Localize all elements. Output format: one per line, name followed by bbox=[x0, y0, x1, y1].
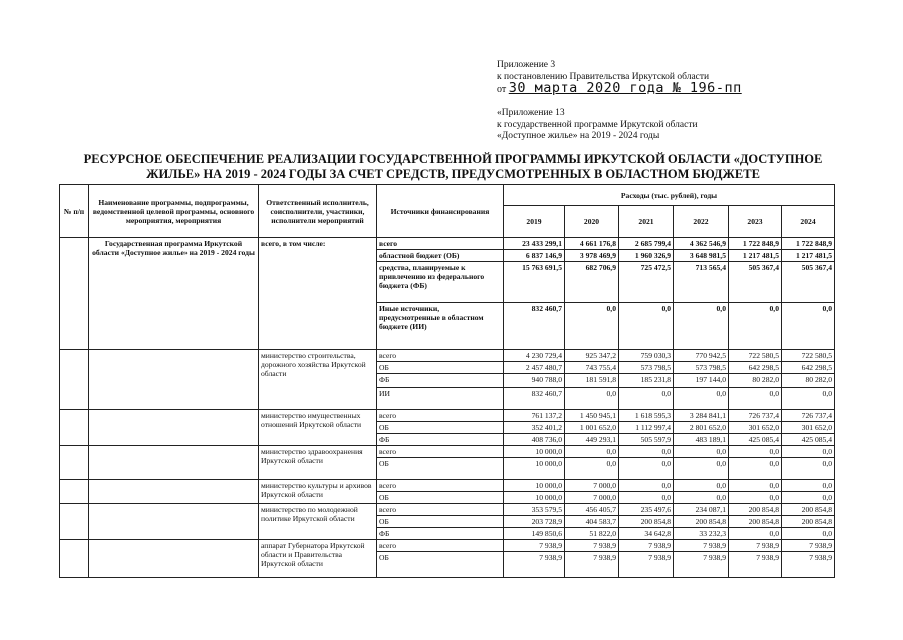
source-cell: ОБ bbox=[377, 458, 504, 480]
value-cell: 0,0 bbox=[729, 458, 782, 480]
value-cell: 7 938,9 bbox=[565, 540, 619, 552]
value-cell: 408 736,0 bbox=[504, 434, 565, 446]
value-cell: 7 938,9 bbox=[729, 540, 782, 552]
appendix2-line-2: к государственной программе Иркутской области bbox=[497, 119, 698, 130]
value-cell: 0,0 bbox=[565, 303, 619, 350]
source-cell: ФБ bbox=[377, 374, 504, 388]
value-cell: 0,0 bbox=[619, 492, 674, 504]
value-cell: 770 942,5 bbox=[674, 350, 729, 362]
name-cell bbox=[89, 350, 259, 410]
appendix2-line-1: «Приложение 13 bbox=[497, 108, 565, 118]
appendix-date-line bbox=[497, 80, 742, 96]
value-cell: 0,0 bbox=[619, 388, 674, 410]
name-cell bbox=[89, 540, 259, 578]
value-cell: 0,0 bbox=[565, 446, 619, 458]
value-cell: 0,0 bbox=[619, 480, 674, 492]
header-year: 2023 bbox=[729, 206, 782, 238]
value-cell: 505 367,4 bbox=[782, 262, 835, 303]
source-cell: ИИ bbox=[377, 388, 504, 410]
value-cell: 181 591,8 bbox=[565, 374, 619, 388]
value-cell: 7 938,9 bbox=[565, 552, 619, 578]
value-cell: 0,0 bbox=[729, 528, 782, 540]
source-cell: всего bbox=[377, 480, 504, 492]
value-cell: 1 217 481,5 bbox=[729, 250, 782, 262]
value-cell: 0,0 bbox=[782, 528, 835, 540]
value-cell: 0,0 bbox=[729, 388, 782, 410]
value-cell: 726 737,4 bbox=[729, 410, 782, 422]
source-cell: средства, планируемые к привлечению из федерального бюджета (ФБ) bbox=[377, 262, 504, 303]
value-cell: 0,0 bbox=[674, 480, 729, 492]
header-executor: Ответственный исполнитель, соисполнители, участники, исполнители мероприятий bbox=[259, 185, 377, 238]
appendix-13-header bbox=[497, 108, 698, 143]
table-row bbox=[60, 540, 835, 552]
header-source: Источники финансирования bbox=[377, 185, 504, 238]
value-cell: 7 938,9 bbox=[729, 552, 782, 578]
row-num-cell bbox=[60, 238, 89, 350]
value-cell: 0,0 bbox=[565, 458, 619, 480]
value-cell: 0,0 bbox=[782, 480, 835, 492]
value-cell: 0,0 bbox=[782, 303, 835, 350]
value-cell: 203 728,9 bbox=[504, 516, 565, 528]
executor-cell: министерство по молодежной политике Иркутской области bbox=[259, 504, 377, 540]
value-cell: 10 000,0 bbox=[504, 458, 565, 480]
value-cell: 0,0 bbox=[674, 446, 729, 458]
header-year: 2021 bbox=[619, 206, 674, 238]
value-cell: 642 298,5 bbox=[782, 362, 835, 374]
value-cell: 1 450 945,1 bbox=[565, 410, 619, 422]
table-row bbox=[60, 410, 835, 422]
value-cell: 7 000,0 bbox=[565, 480, 619, 492]
value-cell: 3 284 841,1 bbox=[674, 410, 729, 422]
value-cell: 197 144,0 bbox=[674, 374, 729, 388]
row-num-cell bbox=[60, 480, 89, 504]
source-cell: областной бюджет (ОБ) bbox=[377, 250, 504, 262]
value-cell: 10 000,0 bbox=[504, 480, 565, 492]
table-row bbox=[60, 480, 835, 492]
table-row bbox=[60, 350, 835, 362]
header-num: № п/п bbox=[60, 185, 89, 238]
value-cell: 425 085,4 bbox=[782, 434, 835, 446]
header-expenses: Расходы (тыс. рублей), годы bbox=[504, 185, 835, 206]
value-cell: 2 685 799,4 bbox=[619, 238, 674, 250]
value-cell: 301 652,0 bbox=[782, 422, 835, 434]
value-cell: 0,0 bbox=[619, 458, 674, 480]
value-cell: 7 938,9 bbox=[504, 540, 565, 552]
value-cell: 483 189,1 bbox=[674, 434, 729, 446]
document-title bbox=[60, 152, 846, 181]
source-cell: Иные источники, предусмотренные в областном бюджете (ИИ) bbox=[377, 303, 504, 350]
header-year: 2024 bbox=[782, 206, 835, 238]
resource-table bbox=[59, 184, 835, 578]
value-cell: 301 652,0 bbox=[729, 422, 782, 434]
value-cell: 725 472,5 bbox=[619, 262, 674, 303]
value-cell: 832 460,7 bbox=[504, 303, 565, 350]
name-cell bbox=[89, 480, 259, 504]
table-body bbox=[60, 238, 835, 578]
value-cell: 726 737,4 bbox=[782, 410, 835, 422]
value-cell: 573 798,5 bbox=[674, 362, 729, 374]
value-cell: 1 722 848,9 bbox=[782, 238, 835, 250]
value-cell: 940 788,0 bbox=[504, 374, 565, 388]
value-cell: 10 000,0 bbox=[504, 446, 565, 458]
header-year: 2019 bbox=[504, 206, 565, 238]
source-cell: ОБ bbox=[377, 422, 504, 434]
row-num-cell bbox=[60, 504, 89, 540]
value-cell: 7 938,9 bbox=[619, 552, 674, 578]
value-cell: 7 938,9 bbox=[674, 540, 729, 552]
value-cell: 235 497,6 bbox=[619, 504, 674, 516]
appendix-header bbox=[497, 60, 742, 96]
table-row bbox=[60, 446, 835, 458]
value-cell: 200 854,8 bbox=[782, 504, 835, 516]
value-cell: 3 978 469,9 bbox=[565, 250, 619, 262]
name-cell bbox=[89, 446, 259, 480]
value-cell: 404 583,7 bbox=[565, 516, 619, 528]
value-cell: 352 401,2 bbox=[504, 422, 565, 434]
value-cell: 722 580,5 bbox=[729, 350, 782, 362]
value-cell: 713 565,4 bbox=[674, 262, 729, 303]
value-cell: 3 648 981,5 bbox=[674, 250, 729, 262]
value-cell: 2 801 652,0 bbox=[674, 422, 729, 434]
value-cell: 4 661 176,8 bbox=[565, 238, 619, 250]
value-cell: 761 137,2 bbox=[504, 410, 565, 422]
executor-cell: аппарат Губернатора Иркутской области и Правительства Иркутской области bbox=[259, 540, 377, 578]
value-cell: 4 230 729,4 bbox=[504, 350, 565, 362]
source-cell: ОБ bbox=[377, 492, 504, 504]
value-cell: 2 457 480,7 bbox=[504, 362, 565, 374]
value-cell: 1 112 997,4 bbox=[619, 422, 674, 434]
value-cell: 832 460,7 bbox=[504, 388, 565, 410]
source-cell: ФБ bbox=[377, 434, 504, 446]
row-num-cell bbox=[60, 540, 89, 578]
value-cell: 1 217 481,5 bbox=[782, 250, 835, 262]
value-cell: 449 293,1 bbox=[565, 434, 619, 446]
header-year: 2020 bbox=[565, 206, 619, 238]
program-executor-cell: всего, в том числе: bbox=[259, 238, 377, 350]
value-cell: 505 597,9 bbox=[619, 434, 674, 446]
executor-cell: министерство строительства, дорожного хозяйства Иркутской области bbox=[259, 350, 377, 410]
appendix2-line-3: «Доступное жилье» на 2019 - 2024 годы bbox=[497, 131, 660, 141]
source-cell: ОБ bbox=[377, 516, 504, 528]
value-cell: 0,0 bbox=[729, 303, 782, 350]
source-cell: всего bbox=[377, 540, 504, 552]
value-cell: 33 232,3 bbox=[674, 528, 729, 540]
value-cell: 0,0 bbox=[782, 388, 835, 410]
value-cell: 0,0 bbox=[674, 388, 729, 410]
value-cell: 0,0 bbox=[674, 492, 729, 504]
table-row bbox=[60, 238, 835, 250]
value-cell: 51 822,0 bbox=[565, 528, 619, 540]
value-cell: 925 347,2 bbox=[565, 350, 619, 362]
value-cell: 0,0 bbox=[619, 303, 674, 350]
value-cell: 0,0 bbox=[782, 492, 835, 504]
value-cell: 149 850,6 bbox=[504, 528, 565, 540]
name-cell bbox=[89, 410, 259, 446]
value-cell: 7 938,9 bbox=[782, 540, 835, 552]
header-year: 2022 bbox=[674, 206, 729, 238]
value-cell: 200 854,8 bbox=[782, 516, 835, 528]
appendix-line-1: Приложение 3 bbox=[497, 60, 556, 70]
appendix-date-prefix: от bbox=[497, 84, 507, 95]
value-cell: 0,0 bbox=[674, 303, 729, 350]
source-cell: всего bbox=[377, 504, 504, 516]
source-cell: ФБ bbox=[377, 528, 504, 540]
appendix-line-2: к постановлению Правительства Иркутской области bbox=[497, 71, 710, 82]
value-cell: 1 618 595,3 bbox=[619, 410, 674, 422]
value-cell: 80 282,0 bbox=[782, 374, 835, 388]
value-cell: 1 960 326,9 bbox=[619, 250, 674, 262]
value-cell: 7 938,9 bbox=[619, 540, 674, 552]
value-cell: 34 642,8 bbox=[619, 528, 674, 540]
title-line-1: РЕСУРСНОЕ ОБЕСПЕЧЕНИЕ РЕАЛИЗАЦИИ ГОСУДАРСТВЕННОЙ ПРОГРАММЫ ИРКУТСКОЙ ОБЛАСТИ «ДОСТУПНОЕ bbox=[83, 152, 823, 166]
value-cell: 759 030,3 bbox=[619, 350, 674, 362]
value-cell: 682 706,9 bbox=[565, 262, 619, 303]
value-cell: 200 854,8 bbox=[674, 516, 729, 528]
value-cell: 642 298,5 bbox=[729, 362, 782, 374]
executor-cell: министерство имущественных отношений Иркутской области bbox=[259, 410, 377, 446]
value-cell: 23 433 299,1 bbox=[504, 238, 565, 250]
appendix-date-handwritten: 30 марта 2020 года № 196-пп bbox=[508, 80, 742, 96]
value-cell: 0,0 bbox=[729, 446, 782, 458]
value-cell: 80 282,0 bbox=[729, 374, 782, 388]
value-cell: 234 087,1 bbox=[674, 504, 729, 516]
value-cell: 185 231,8 bbox=[619, 374, 674, 388]
row-num-cell bbox=[60, 350, 89, 410]
row-num-cell bbox=[60, 446, 89, 480]
value-cell: 7 000,0 bbox=[565, 492, 619, 504]
value-cell: 7 938,9 bbox=[504, 552, 565, 578]
value-cell: 200 854,8 bbox=[619, 516, 674, 528]
source-cell: ОБ bbox=[377, 552, 504, 578]
value-cell: 353 579,5 bbox=[504, 504, 565, 516]
value-cell: 505 367,4 bbox=[729, 262, 782, 303]
source-cell: всего bbox=[377, 410, 504, 422]
title-line-2: ЖИЛЬЕ» НА 2019 - 2024 ГОДЫ ЗА СЧЕТ СРЕДСТВ, ПРЕДУСМОТРЕННЫХ В ОБЛАСТНОМ БЮДЖЕТЕ bbox=[146, 166, 760, 181]
value-cell: 7 938,9 bbox=[782, 552, 835, 578]
value-cell: 200 854,8 bbox=[729, 516, 782, 528]
value-cell: 456 405,7 bbox=[565, 504, 619, 516]
table-row bbox=[60, 504, 835, 516]
value-cell: 0,0 bbox=[729, 480, 782, 492]
value-cell: 0,0 bbox=[729, 492, 782, 504]
name-cell bbox=[89, 504, 259, 540]
value-cell: 425 085,4 bbox=[729, 434, 782, 446]
value-cell: 743 755,4 bbox=[565, 362, 619, 374]
source-cell: всего bbox=[377, 350, 504, 362]
value-cell: 1 722 848,9 bbox=[729, 238, 782, 250]
value-cell: 1 001 652,0 bbox=[565, 422, 619, 434]
program-name-cell: Государственная программа Иркутской области «Доступное жилье» на 2019 - 2024 годы bbox=[89, 238, 259, 350]
source-cell: всего bbox=[377, 238, 504, 250]
value-cell: 7 938,9 bbox=[674, 552, 729, 578]
value-cell: 0,0 bbox=[619, 446, 674, 458]
value-cell: 573 798,5 bbox=[619, 362, 674, 374]
value-cell: 722 580,5 bbox=[782, 350, 835, 362]
executor-cell: министерство здравоохранения Иркутской области bbox=[259, 446, 377, 480]
value-cell: 10 000,0 bbox=[504, 492, 565, 504]
value-cell: 0,0 bbox=[674, 458, 729, 480]
header-name: Наименование программы, подпрограммы, ведомственной целевой программы, основного мероприятия, мероприятия bbox=[89, 185, 259, 238]
executor-cell: министерство культуры и архивов Иркутской области bbox=[259, 480, 377, 504]
source-cell: всего bbox=[377, 446, 504, 458]
value-cell: 15 763 691,5 bbox=[504, 262, 565, 303]
value-cell: 6 837 146,9 bbox=[504, 250, 565, 262]
row-num-cell bbox=[60, 410, 89, 446]
value-cell: 0,0 bbox=[565, 388, 619, 410]
value-cell: 0,0 bbox=[782, 458, 835, 480]
value-cell: 0,0 bbox=[782, 446, 835, 458]
value-cell: 200 854,8 bbox=[729, 504, 782, 516]
value-cell: 4 362 546,9 bbox=[674, 238, 729, 250]
source-cell: ОБ bbox=[377, 362, 504, 374]
